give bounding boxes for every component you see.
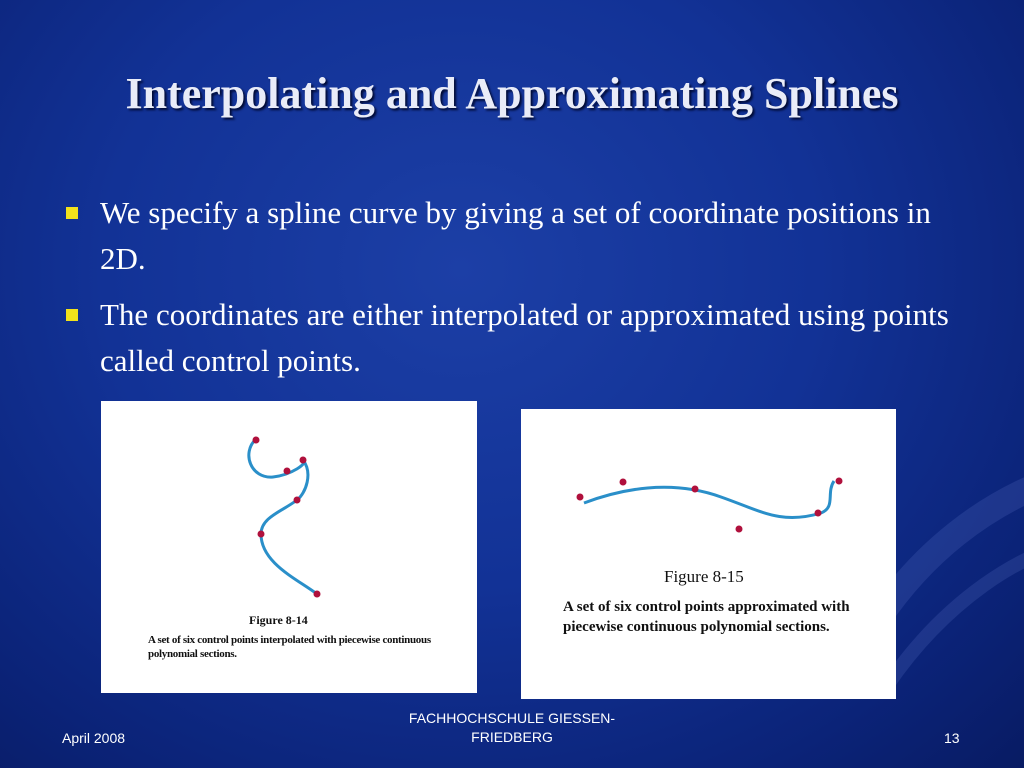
control-point	[314, 591, 321, 598]
control-point	[294, 497, 301, 504]
control-point	[284, 468, 291, 475]
figure-caption: A set of six control points approximated with piecewise continuous polynomial sections.	[563, 599, 850, 635]
approximating-curve	[584, 481, 834, 518]
figure-title: Figure 8-15	[664, 567, 744, 586]
slide-title: Interpolating and Approximating Splines	[125, 69, 899, 118]
square-bullet-icon	[66, 309, 78, 321]
control-point	[815, 510, 822, 517]
footer-organization: FACHHOCHSCHULE GIESSEN-FRIEDBERG	[408, 710, 616, 745]
figure-caption: A set of six control points interpolated with piecewise continuous polynomial sections.	[148, 634, 431, 660]
control-point	[836, 478, 843, 485]
figure-title: Figure 8-14	[249, 613, 308, 627]
footer-date: April 2008	[62, 730, 126, 746]
interpolating-curve	[249, 439, 317, 594]
control-point	[300, 457, 307, 464]
control-point	[577, 494, 584, 501]
bullet-item	[62, 190, 982, 282]
bullet-text: The coordinates are either interpolated or approximated using points called control points.	[100, 297, 949, 378]
page-number: 13	[944, 730, 960, 746]
figure-approximating-spline	[521, 409, 896, 699]
control-point	[258, 531, 265, 538]
control-point	[692, 486, 699, 493]
bullet-list	[62, 190, 982, 394]
square-bullet-icon	[66, 207, 78, 219]
bullet-text: We specify a spline curve by giving a set of coordinate positions in 2D.	[100, 195, 931, 276]
figure-interpolating-spline	[101, 401, 477, 693]
approximating-spline-diagram	[521, 409, 896, 699]
bullet-item	[62, 292, 982, 384]
control-point	[620, 479, 627, 486]
control-point	[736, 526, 743, 533]
control-point	[253, 437, 260, 444]
